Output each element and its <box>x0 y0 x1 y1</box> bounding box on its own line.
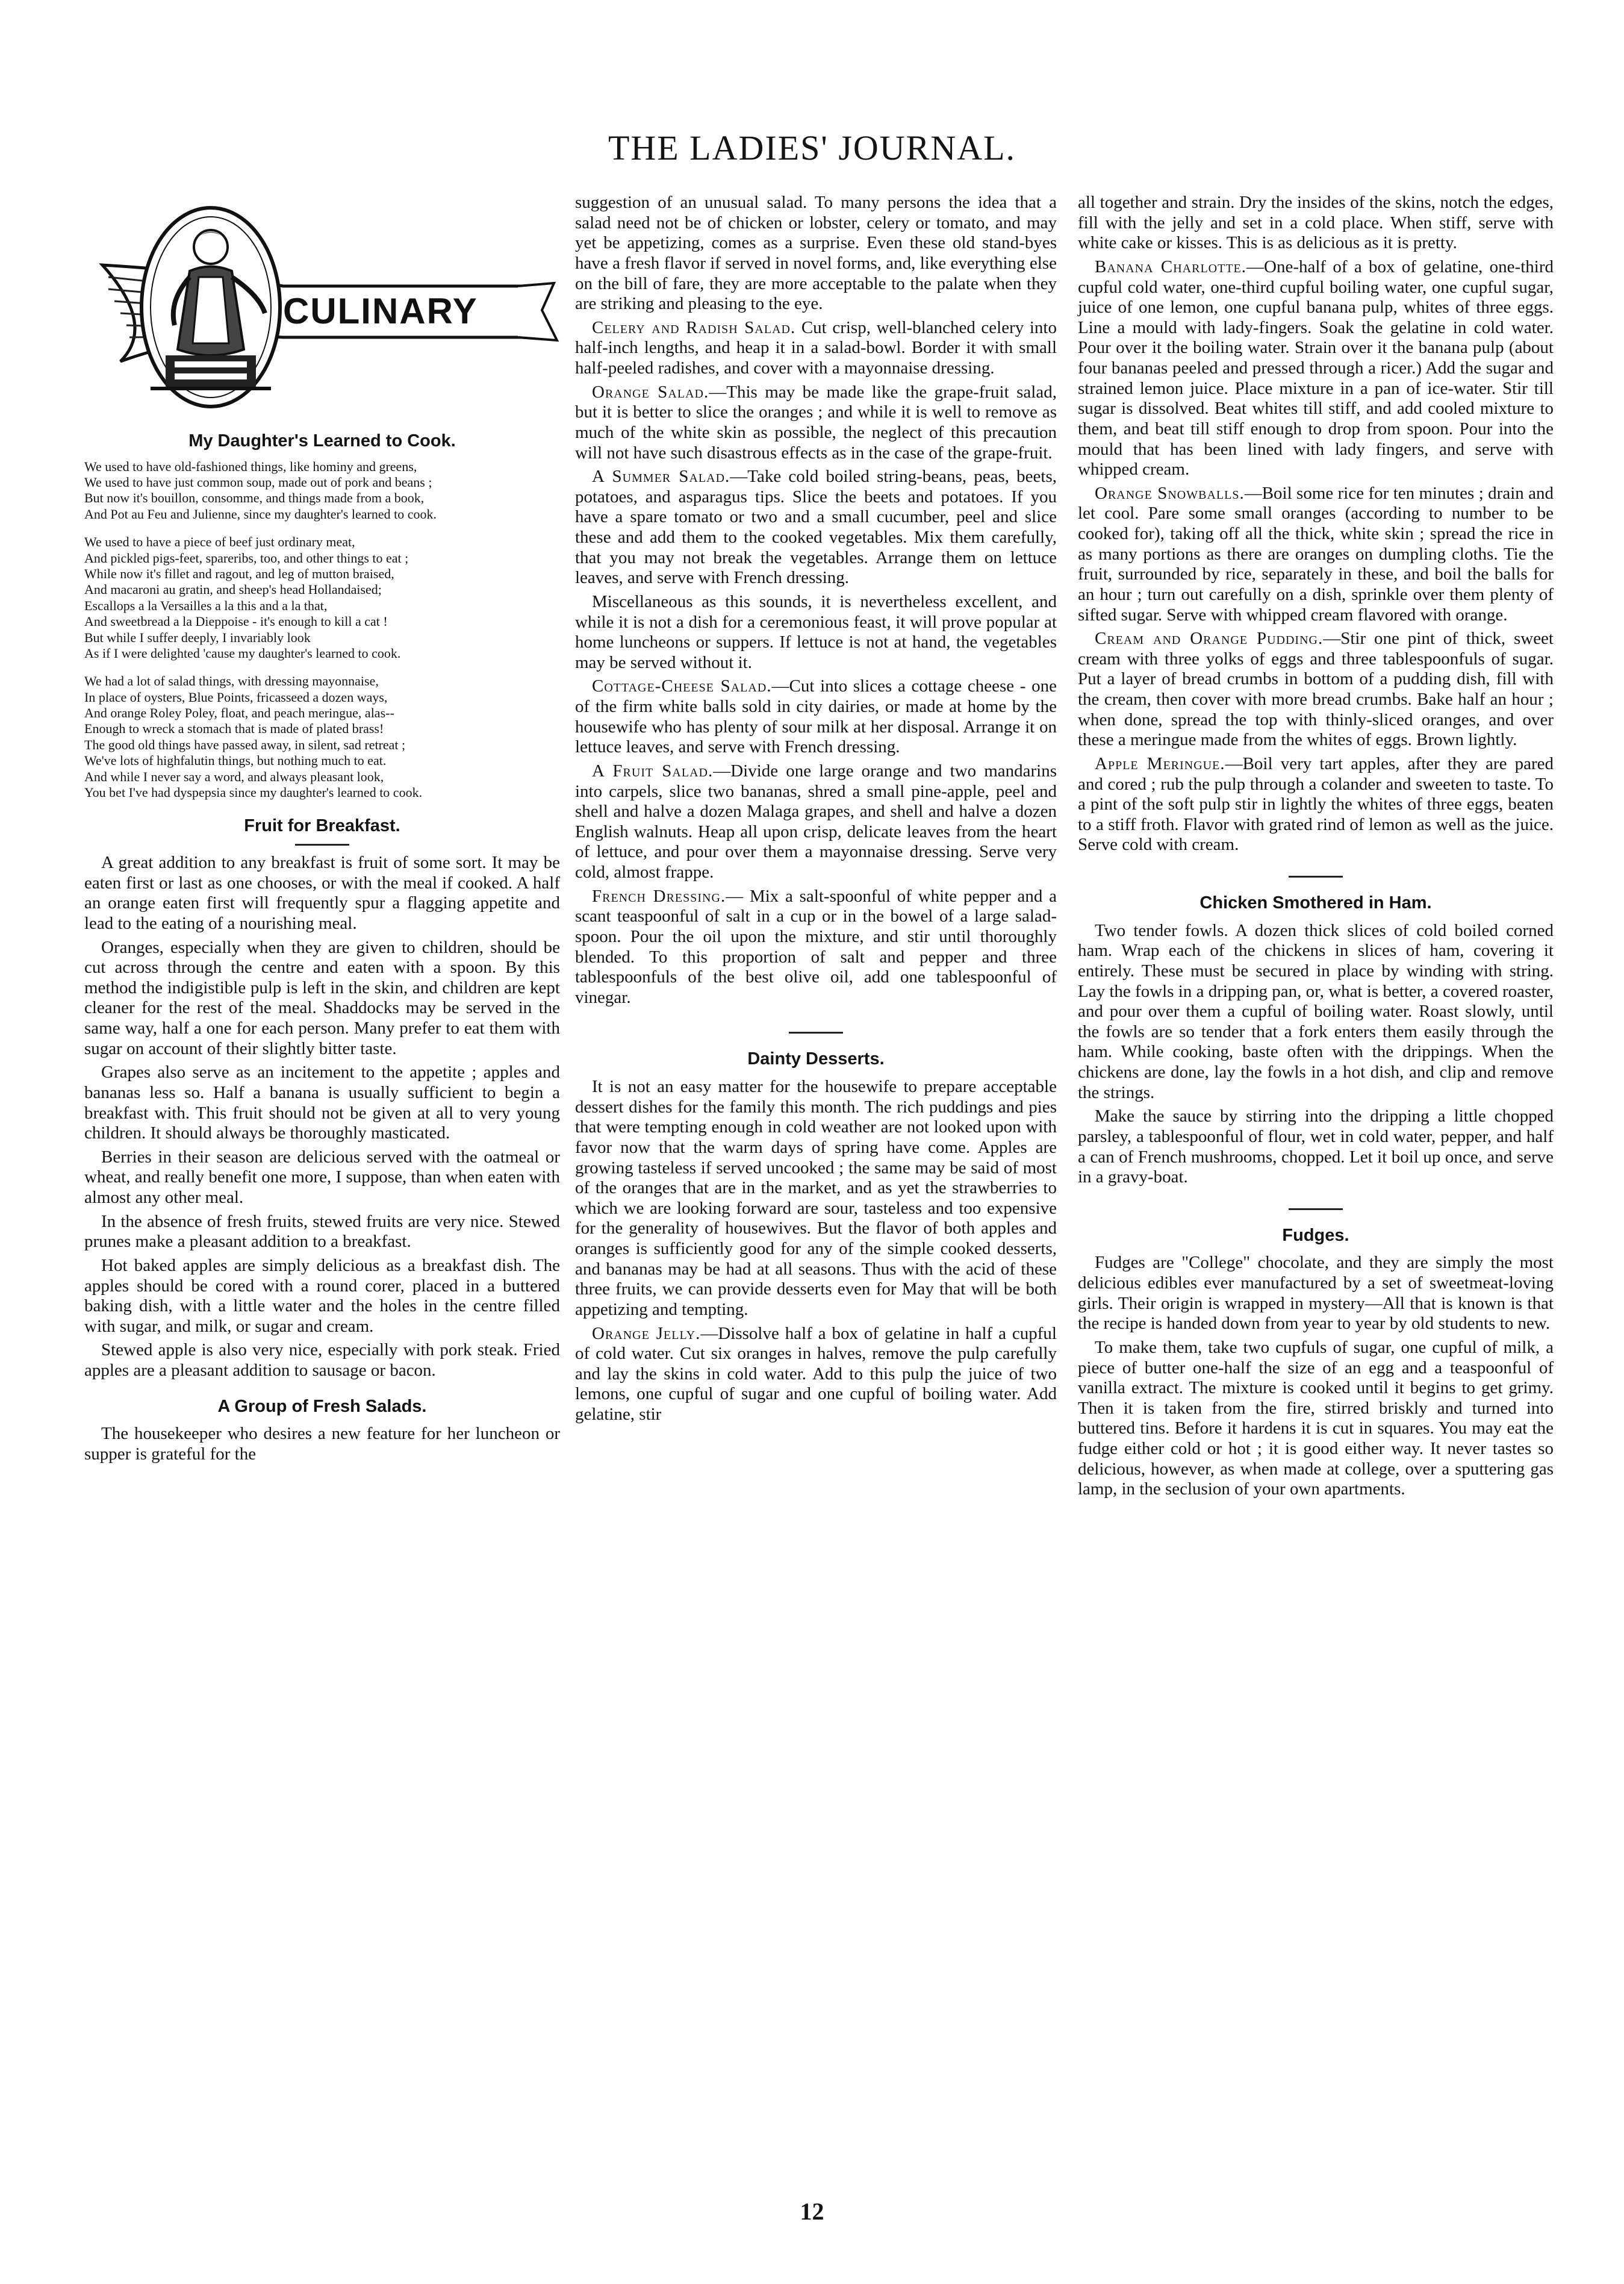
recipe-text: —Stir one pint of thick, sweet cream with three yolks of eggs and three tablespoonfuls of sugar. Put a layer of bread crumbs in bottom of a pudding dish, fill with the cream, then cover with more bread crumbs. Bake half an hour ; when done, spread the top with thinly-sliced oranges, and over these a meringue made from the whites of eggs. Brown lightly. <box>1078 629 1554 750</box>
poem-line: But now it's bouillon, consomme, and things made from a book, <box>84 490 425 506</box>
poem-line: And orange Roley Poley, float, and peach meringue, alas-- <box>84 705 394 721</box>
poem-line: And pickled pigs-feet, spareribs, too, and other things to eat ; <box>84 550 409 566</box>
poem-line: And Pot au Feu and Julienne, since my daughter's learned to cook. <box>84 506 437 522</box>
poem-line: The good old things have passed away, in silent, sad retreat ; <box>84 737 406 752</box>
article-paragraph: all together and strain. Dry the insides of the skins, notch the edges, fill with the jelly and set in a cold place. When stiff, serve with white cake or kisses. This is as delicious as it is pretty. <box>1078 193 1554 253</box>
recipe-name: Orange Jelly. <box>592 1323 701 1343</box>
fudges-title: Fudges. <box>1282 1225 1349 1245</box>
poem-line: We've lots of highfalutin things, but nothing much to eat. <box>84 753 387 769</box>
recipe-name: French Dressing. <box>592 886 726 906</box>
poem-line: Enough to wreck a stomach that is made of plated brass! <box>84 721 384 737</box>
poem-stanza <box>84 534 560 661</box>
section-rule <box>1289 1208 1343 1210</box>
article-paragraph: To make them, take two cupfuls of sugar, one cupful of milk, a piece of butter one-half the size of an egg and a teaspoonful of vanilla extract. The mixture is cooked until it begins to get grimy. Then it is taken from the fire, stirred briskly and turned into buttered tins. Before it hardens it is cut in squares. You may eat the fudge either cold or hot ; it is good either way. It never tastes so delicious, however, as when made at college, over a sputtering gas lamp, in the seclusion of your own apartments. <box>1078 1337 1554 1499</box>
recipe-text: —Take cold boiled string-beans, peas, beets, potatoes, and asparagus tips. Slice the beets and potatoes. If you have a spare tomato or two and a small cucumber, peel and slice these and add them to the cooked vegetables. Mix them carefully, that you may not break the vegetables. Arrange them on lettuce leaves, and serve with French dressing. <box>575 467 1057 588</box>
recipe-text: —Dissolve half a box of gelatine in half a cupful of cold water. Cut six oranges in halves, remove the pulp carefully and lay the skins in cold water. Add to this pulp the juice of two lemons, one cupful of sugar and one cupful of boiling water. Add gelatine, stir <box>575 1323 1057 1424</box>
recipe-paragraph <box>575 318 1057 379</box>
recipe-text: —Divide one large orange and two mandarins into carpels, slice two bananas, shred a small pine-apple, peel and shell and halve a dozen Malaga grapes, and shell and halve a dozen English walnuts. Heap all upon crisp, delicate leaves from the heart of lettuce, and pour over them a mayonnaise dressing. Serve very cold, almost frappe. <box>575 761 1057 882</box>
recipe-text: Cut crisp, well-blanched celery into half-inch lengths, and heap it in a salad-bowl. Border it with small half-peeled radishes, and cover with a mayonnaise dressing. <box>575 317 1057 378</box>
poem-line: We used to have old-fashioned things, like hominy and greens, <box>84 458 417 474</box>
section-rule <box>1289 876 1343 878</box>
recipe-name: Celery and Radish Salad. <box>592 317 796 337</box>
poem-line: And while I never say a word, and always pleasant look, <box>84 769 384 784</box>
article-paragraph: Fudges are "College" chocolate, and they are simply the most delicious edibles ever manufactured by a set of sweetmeat-loving girls. Their origin is wrapped in mystery—All that is known is that the recipe is handed down from year to year by old students to new. <box>1078 1253 1554 1334</box>
recipe-paragraph <box>575 1324 1057 1425</box>
column-2 <box>575 193 1057 1429</box>
article-paragraph: Two tender fowls. A dozen thick slices of cold boiled corned ham. Wrap each of the chickens in slices of ham, covering it entirely. These must be secured in place by winding with string. Lay the fowls in a dripping pan, or, what is better, a covered roaster, and pour over them a cupful of boiling water. Roast slowly, until the fowls are so tender that a fork enters them easily through the ham. While cooking, baste often with the drippings. When the chickens are done, lay the fowls in a hot dish, and clip and remove the strings. <box>1078 920 1554 1102</box>
recipe-name: Orange Snowballs. <box>1095 483 1245 503</box>
article-paragraph: Berries in their season are delicious served with the oatmeal or wheat, and really benefit one more, I suppose, than when eaten with almost any other meal. <box>84 1147 560 1208</box>
recipe-name: Banana Charlotte. <box>1095 257 1247 276</box>
article-paragraph: suggestion of an unusual salad. To many persons the idea that a salad need not be of chicken or lobster, celery or tomato, and may yet be appetizing, comes as a surprise. Even these old stand-byes have a fresh flavor if served in novel forms, and, like everything else on the bill of fare, they are more acceptable to the palate when they are striking and pleasing to the eye. <box>575 193 1057 314</box>
poem-stanza <box>84 459 560 523</box>
recipe-name: Cream and Orange Pudding. <box>1095 629 1324 649</box>
column-1 <box>84 181 560 1468</box>
article-paragraph: A great addition to any breakfast is fruit of some sort. It may be eaten first or last as one chooses, or with the meal if cooked. A half an orange eaten first will frequently spur a flagging appetite and lead to the eating of a nourishing meal. <box>84 853 560 933</box>
article-paragraph: The housekeeper who desires a new feature for her luncheon or supper is grateful for the <box>84 1424 560 1464</box>
recipe-paragraph <box>1078 629 1554 750</box>
poem-stanza <box>84 673 560 800</box>
poem-line: In place of oysters, Blue Points, fricasseed a dozen ways, <box>84 689 388 705</box>
recipe-text: —Boil very tart apples, after they are pared and cored ; rub the pulp through a colander and sweeten to taste. To a pint of the soft pulp stir in lightly the whites of three eggs, beaten to a stiff froth. Flavor with grated rind of lemon as well as the juice. Serve cold with cream. <box>1078 754 1554 855</box>
poem-line: We used to have just common soup, made out of pork and beans ; <box>84 475 432 490</box>
recipe-name: A Fruit Salad. <box>592 761 714 781</box>
recipe-paragraph <box>575 761 1057 883</box>
article-paragraph: Hot baked apples are simply delicious as a breakfast dish. The apples should be cored with a round corer, placed in a buttered baking dish, with a little water and the holes in the centre filled with sugar, and milk, or sugar and cream. <box>84 1255 560 1336</box>
column-3 <box>1078 193 1554 1503</box>
article-paragraph: Stewed apple is also very nice, especially with pork steak. Fried apples are a pleasant addition to sausage or bacon. <box>84 1340 560 1381</box>
poem-body <box>84 459 560 801</box>
article-paragraph: Oranges, especially when they are given to children, should be cut across through the centre and eaten with a spoon. By this method the indigistible pulp is left in the skin, and children are kept cleaner for the rest of the meal. Shaddocks may be served in the same way, half a one for each person. Many prefer to eat them with sugar on account of their slightly bitter taste. <box>84 937 560 1058</box>
recipe-name: A Summer Salad. <box>592 467 730 487</box>
poem-line: While now it's fillet and ragout, and leg of mutton braised, <box>84 566 394 581</box>
poem-line: We used to have a piece of beef just ordinary meat, <box>84 534 355 550</box>
fruit-title: Fruit for Breakfast. <box>244 816 400 836</box>
article-paragraph: In the absence of fresh fruits, stewed fruits are very nice. Stewed prunes make a pleasant addition to a breakfast. <box>84 1211 560 1252</box>
desserts-title: Dainty Desserts. <box>747 1049 885 1069</box>
recipe-paragraph <box>575 676 1057 758</box>
salads-title: A Group of Fresh Salads. <box>217 1396 427 1416</box>
recipe-paragraph <box>1078 257 1554 480</box>
article-paragraph: Miscellaneous as this sounds, it is nevertheless excellent, and while it is not a dish for a ceremonious feast, it will prove popular at home luncheons or suppers. If lettuce is not at hand, the vegetables may be served without it. <box>575 591 1057 672</box>
recipe-paragraph <box>1078 484 1554 625</box>
poem-line: You bet I've had dyspepsia since my daughter's learned to cook. <box>84 785 423 800</box>
poem-title: My Daughter's Learned to Cook. <box>188 431 456 451</box>
poem-line: Escallops a la Versailles a la this and a la that, <box>84 598 328 613</box>
article-paragraph: Grapes also serve as an incitement to the appetite ; apples and bananas less so. Half a banana is usually sufficient to begin a breakfast with. This fruit should not be given at all to very young children. It should always be thoroughly masticated. <box>84 1062 560 1143</box>
recipe-text: — Mix a salt-spoonful of white pepper and a scant teaspoonful of salt in a cup or in the bowel of a large salad-spoon. Pour the oil upon the mixture, and stir until thoroughly blended. To this proportion of salt and pepper and three tablespoonfuls of the best olive oil, add one tablespoonful of vinegar. <box>575 886 1057 1007</box>
poem-line: As if I were delighted 'cause my daughter's learned to cook. <box>84 645 401 661</box>
recipe-paragraph <box>575 467 1057 588</box>
masthead: THE LADIES' JOURNAL. <box>608 128 1016 167</box>
article-paragraph: Make the sauce by stirring into the dripping a little chopped parsley, a tablespoonful of flour, wet in cold water, pepper, and half a can of French mushrooms, chopped. Let it boil up once, and serve in a gravy-boat. <box>1078 1106 1554 1187</box>
banner-title: CULINARY <box>283 291 478 331</box>
recipe-text: —This may be made like the grape-fruit salad, but it is better to slice the oranges ; and while it is well to remove as much of the white skin as possible, the neglect of this precaution will not have such disastrous effects as in the case of the grape-fruit. <box>575 382 1057 463</box>
chicken-title: Chicken Smothered in Ham. <box>1199 893 1432 913</box>
poem-line: We had a lot of salad things, with dressing mayonnaise, <box>84 673 379 689</box>
poem-line: But while I suffer deeply, I invariably look <box>84 629 311 645</box>
recipe-paragraph <box>1078 754 1554 855</box>
poem-line: And sweetbread a la Dieppoise - it's enough to kill a cat ! <box>84 614 388 629</box>
recipe-name: Apple Meringue. <box>1095 754 1225 773</box>
recipe-text: —One-half of a box of gelatine, one-third cupful cold water, one-third cupful boiling water, one cupful sugar, juice of one lemon, one cupful banana pulp, whites of three eggs. Line a mould with lady-fingers. Soak the gelatine in cold water. Pour over it the boiling water. Strain over it the banana pulp (about four bananas peeled and pressed through a ricer.) Add the sugar and strained lemon juice. Place mixture in a pan of ice-water. Stir till sugar is dissolved. Beat whites till stiff, and add cooled mixture to them, and beat till stiff enough to drop from spoon. Pour into the mould that has been lined with lady fingers, and serve with whipped cream. <box>1078 257 1554 479</box>
recipe-name: Orange Salad. <box>592 382 709 402</box>
recipe-text: —Boil some rice for ten minutes ; drain and let cool. Pare some small oranges (according to number to be cooked for), taking off all the thick, white skin ; spread the rice in as many portions as there are oranges on dumpling cloths. Tie the fruit, surrounded by rice, separately in these, and boil the balls for an hour ; turn out carefully on a dish, sprinkle over them plenty of sifted sugar. Serve with whipped cream flavored with orange. <box>1078 483 1554 625</box>
section-rule <box>295 844 349 846</box>
section-rule <box>789 1032 843 1034</box>
article-paragraph: It is not an easy matter for the housewife to prepare acceptable dessert dishes for the family this month. The rich puddings and pies that were tempting enough in cold weather are not looked upon with favor now that the warm days of spring have come. Apples are growing tasteless if served uncooked ; the same may be said of most of the oranges that are in the market, and as yet the strawberries to which we are looking forward are sour, tasteless and too expensive for the generality of housewives. But the flavor of both apples and oranges is sufficiently good for any of the simple cooked desserts, and bananas may be had at all seasons. Thus with the acid of these three fruits, we can provide desserts even for May that will be both appetizing and tempting. <box>575 1077 1057 1319</box>
poem-line: And macaroni au gratin, and sheep's head Hollandaised; <box>84 582 382 598</box>
recipe-text: —Cut into slices a cottage cheese - one of the firm white balls sold in city dairies, or made at home by the housewife who has plenty of sour milk at her disposal. Arrange it on lettuce leaves, and serve with French dressing. <box>575 676 1057 757</box>
culinary-banner <box>84 181 560 416</box>
page-number: 12 <box>800 2198 824 2225</box>
recipe-paragraph <box>575 382 1057 464</box>
recipe-paragraph <box>575 887 1057 1008</box>
recipe-name: Cottage-Cheese Salad. <box>592 676 772 696</box>
